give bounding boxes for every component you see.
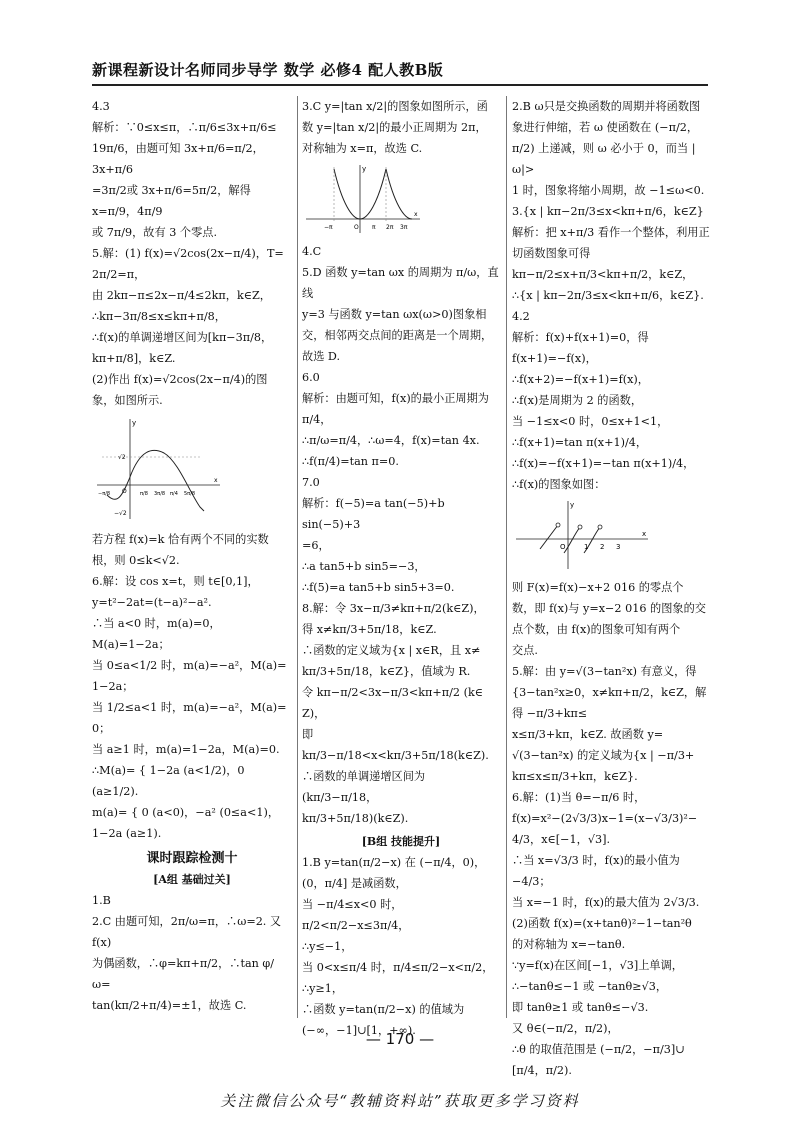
graph2-label: y	[362, 165, 367, 173]
text-line: 解析：把 x+π/3 看作一个整体，利用正	[512, 226, 710, 239]
text-line: ∵y=f(x)在区间[−1，√3]上单调，	[512, 959, 683, 972]
text-line: 解析：由题可知，f(x)的最小正周期为	[302, 392, 489, 405]
text-line: 交点.	[512, 644, 538, 657]
text-line: y=3 与函数 y=tan ωx(ω>0)图象相	[302, 308, 487, 321]
periodic-tan-graph	[512, 499, 652, 571]
text-line: 4/3，x∈[−1，√3].	[512, 833, 610, 846]
text-line: ∴−tanθ≤−1 或 −tanθ≥√3，	[512, 980, 668, 993]
text-line: 1 时，图象将缩小周期，故 −1≤ω<0.	[512, 184, 705, 197]
text-line: 1.B	[92, 894, 111, 907]
text-line: 或 7π/9，故有 3 个零点.	[92, 226, 218, 239]
text-line: 解析：f(−5)=a tan(−5)+b sin(−5)+3	[302, 497, 445, 531]
text-line: ∴a tan5+b sin5=−3，	[302, 560, 426, 573]
text-line: 4.3	[92, 100, 110, 113]
text-line: ∴f(x)是周期为 2 的函数，	[512, 394, 643, 407]
text-line: 5.D 函数 y=tan ωx 的周期为 π/ω，直线	[302, 266, 499, 300]
text-line: ∴{x | kπ−2π/3≤x<kπ+π/6，k∈Z}.	[512, 289, 704, 302]
text-line: 当 1/2≤a<1 时，m(a)=−a²，M(a)=	[92, 701, 287, 714]
text-line: ∴f(x)=−f(x+1)=−tan π(x+1)/4，	[512, 457, 695, 470]
column-divider	[506, 96, 507, 1018]
text-line: Z)，	[302, 707, 326, 720]
graph1-label: y	[132, 419, 137, 427]
graph2-label: O	[354, 224, 359, 231]
graph1-label: 3π/8	[154, 491, 166, 497]
graph1-label: −π/8	[98, 491, 111, 497]
tan-abs-graph	[302, 163, 422, 235]
text-line: 当 0≤a<1/2 时，m(a)=−a²，M(a)=	[92, 659, 287, 672]
graph3-label: 1	[584, 543, 589, 551]
text-line: ∴f(x)的单调递增区间为[kπ−3π/8，	[92, 331, 273, 344]
text-line: m(a)= { 0 (a<0)，−a² (0≤a<1)，1−2a (a≥1).	[92, 806, 280, 840]
text-line: ∴f(5)=a tan5+b sin5+3=0.	[302, 581, 455, 594]
graph1-label: √2	[118, 454, 126, 461]
text-line: ∴函数的单调递增区间为(kπ/3−π/18，	[302, 770, 426, 804]
graph2-label: x	[414, 211, 418, 218]
text-line: 为偶函数，∴φ=kπ+π/2，∴tan φ/ω=	[92, 957, 274, 991]
graph1-label: 5π/8	[184, 491, 196, 497]
text-line: 7.0	[302, 476, 320, 489]
cosine-graph	[92, 415, 222, 523]
graph1-label: x	[214, 477, 218, 484]
text-line: =3π/2或 3x+π/6=5π/2，解得 x=π/9，4π/9	[92, 184, 251, 218]
text-line: ∴kπ−3π/8≤x≤kπ+π/8，	[92, 310, 226, 323]
text-line: 对称轴为 x=π，故选 C.	[302, 142, 423, 155]
text-line: 当 −π/4≤x<0 时，π/2<π/2−x≤3π/4，	[302, 898, 410, 932]
text-line: 点个数，由 f(x)的图象可知有两个	[512, 623, 681, 636]
text-line: ∴当 a<0 时，m(a)=0，M(a)=1−2a；	[92, 617, 221, 651]
text-line: 数，即 f(x)与 y=x−2 016 的图象的交	[512, 602, 706, 615]
text-line: ∴f(π/4)=tan π=0.	[302, 455, 399, 468]
text-line: ∴f(x+1)=tan π(x+1)/4，	[512, 436, 648, 449]
text-line: ∴函数的定义域为{x | x∈R，且 x≠	[302, 644, 481, 657]
column-middle	[302, 96, 500, 1041]
text-line: ∴f(x+2)=−f(x+1)=f(x)，	[512, 373, 649, 386]
page-header	[92, 58, 708, 86]
text-line: f(x+1)=−f(x)，	[512, 352, 597, 365]
text-line: 5.解：由 y=√(3−tan²x) 有意义，得	[512, 665, 697, 678]
graph3-label: x	[642, 530, 647, 538]
text-line: (0，π/4] 是减函数，	[302, 877, 407, 890]
text-line: 交，相邻两交点间的距离是一个周期，	[302, 329, 493, 342]
text-line: ∴y≥1，	[302, 982, 344, 995]
text-line: ∴M(a)= { 1−2a (a<1/2)，0 (a≥1/2).	[92, 764, 245, 798]
text-line: 象，如图所示.	[92, 394, 163, 407]
text-line: 2π/2=π，	[92, 268, 146, 281]
text-line: 切函数图象可得	[512, 247, 591, 260]
column-left	[92, 96, 292, 1016]
graph3-label: 3	[616, 543, 621, 551]
column-divider	[297, 96, 298, 1018]
text-line: 即 kπ/3−π/18<x<kπ/3+5π/18(k∈Z).	[302, 728, 489, 762]
text-line: 当 0<x≤π/4 时，π/4≤π/2−x<π/2，	[302, 961, 494, 974]
graph2-label: π	[372, 224, 376, 231]
text-line: kπ+π/8]，k∈Z.	[92, 352, 176, 365]
header-title: 新课程新设计名师同步导学 数学 必修4 配人教B版	[92, 61, 444, 79]
text-line: ∴y≤−1，	[302, 940, 353, 953]
text-line: 1.B y=tan(π/2−x) 在 (−π/4，0)，	[302, 856, 486, 869]
text-line: kπ/3+5π/18，k∈Z}，值域为 R.	[302, 665, 471, 678]
text-line: 则 F(x)=f(x)−x+2 016 的零点个	[512, 581, 684, 594]
text-line: 当 x=−1 时，f(x)的最大值为 2√3/3.	[512, 896, 700, 909]
graph1-label: O	[122, 488, 127, 495]
text-line: 19π/6，由题可知 3x+π/6=π/2，3x+π/6	[92, 142, 264, 176]
text-line: 根，则 0≤k<√2.	[92, 554, 180, 567]
text-line: kπ/3+5π/18)(k∈Z).	[302, 812, 409, 825]
text-line: 解析：∵0≤x≤π，∴π/6≤3x+π/6≤	[92, 121, 277, 134]
text-line: 当 a≥1 时，m(a)=1−2a，M(a)=0.	[92, 743, 280, 756]
graph1-label: π/4	[170, 491, 178, 497]
group-a-title: [A组 基础过关]	[153, 873, 231, 886]
text-line: 6.解：(1)当 θ=−π/6 时，	[512, 791, 646, 804]
text-line: 令 kπ−π/2<3x−π/3<kπ+π/2 (k∈	[302, 686, 484, 699]
graph1-label: −√2	[114, 510, 127, 517]
text-line: kπ−π/2≤x+π/3<kπ+π/2，k∈Z，	[512, 268, 694, 281]
text-line: ∴f(x)的图象如图：	[512, 478, 606, 491]
graph3-label: 2	[600, 543, 605, 551]
text-line: ∴函数 y=tan(π/2−x) 的值域为	[302, 1003, 465, 1016]
text-line: tan(kπ/2+π/4)=±1，故选 C.	[92, 999, 247, 1012]
text-line: 6.解：设 cos x=t，则 t∈[0,1]，	[92, 575, 259, 588]
text-line: 故选 D.	[302, 350, 341, 363]
text-line: 1−2a；	[92, 680, 134, 693]
section-title: 课时跟踪检测十	[146, 851, 238, 866]
text-line: 即 tanθ≥1 或 tanθ≤−√3.	[512, 1001, 649, 1014]
text-line: ∴当 x=√3/3 时，f(x)的最小值为 −4/3；	[512, 854, 680, 888]
text-line: {3−tan²x≥0，x≠kπ+π/2，k∈Z，解得 −π/3+kπ≤	[512, 686, 707, 720]
text-line: 0；	[92, 722, 111, 735]
text-line: (2)函数 f(x)=(x+tanθ)²−1−tan²θ	[512, 917, 692, 930]
text-line: (2)作出 f(x)=√2cos(2x−π/4)的图	[92, 373, 268, 386]
graph3-label: O	[560, 543, 566, 551]
text-line: π/4，	[302, 413, 332, 426]
text-line: 3.{x | kπ−2π/3≤x<kπ+π/6，k∈Z}	[512, 205, 704, 218]
text-line: 的对称轴为 x=−tanθ.	[512, 938, 626, 951]
graph2-label: −π	[324, 224, 333, 231]
text-line: ∴θ 的取值范围是 (−π/2，−π/3]∪	[512, 1043, 685, 1056]
text-line: 6.0	[302, 371, 320, 384]
text-line: 若方程 f(x)=k 恰有两个不同的实数	[92, 533, 269, 546]
text-line: [π/4，π/2).	[512, 1064, 572, 1077]
text-line: 3.C y=|tan x/2|的图象如图所示，函	[302, 100, 488, 113]
group-b-title: [B组 技能提升]	[361, 835, 441, 848]
graph1-label: π/8	[140, 491, 148, 497]
column-right	[512, 96, 712, 1081]
graph2-label: 2π	[386, 224, 394, 231]
text-line: (−∞，−1]∪[1，+∞).	[302, 1024, 416, 1037]
page-number: — 170 —	[365, 1030, 435, 1048]
text-line: π/2) 上递减，则 ω 必小于 0，而当 |ω|>	[512, 142, 696, 176]
text-line: 4.C	[302, 245, 322, 258]
text-line: 象进行伸缩，若 ω 使函数在 (−π/2，	[512, 121, 699, 134]
text-line: 得 x≠kπ/3+5π/18，k∈Z.	[302, 623, 437, 636]
text-line: x≤π/3+kπ，k∈Z. 故函数 y=	[512, 728, 664, 741]
text-line: 8.解：令 3x−π/3≠kπ+π/2(k∈Z)，	[302, 602, 485, 615]
text-line: kπ≤x≤π/3+kπ，k∈Z}.	[512, 770, 638, 783]
graph2-label: 3π	[400, 224, 408, 231]
text-line: 数 y=|tan x/2|的最小正周期为 2π，	[302, 121, 487, 134]
text-line: f(x)=x²−(2√3/3)x−1=(x−√3/3)²−	[512, 812, 698, 825]
text-line: 由 2kπ−π≤2x−π/4≤2kπ，k∈Z，	[92, 289, 271, 302]
text-line: =6，	[302, 539, 330, 552]
text-line: 又 θ∈(−π/2，π/2)，	[512, 1022, 619, 1035]
text-line: √(3−tan²x) 的定义域为{x | −π/3+	[512, 749, 695, 762]
text-line: 5.解：(1) f(x)=√2cos(2x−π/4)，T=	[92, 247, 284, 260]
text-line: 4.2	[512, 310, 530, 323]
text-line: 2.B ω只是交换函数的周期并将函数图	[512, 100, 701, 113]
text-line: 2.C 由题可知，2π/ω=π，∴ω=2. 又 f(x)	[92, 915, 282, 949]
graph3-label: y	[570, 501, 575, 509]
text-line: 解析：f(x)+f(x+1)=0，得	[512, 331, 649, 344]
text-line: y=t²−2at=(t−a)²−a².	[92, 596, 212, 609]
footer-note: 关注微信公众号“教辅资料站”获取更多学习资料	[220, 1092, 580, 1110]
text-line: ∴π/ω=π/4，∴ω=4，f(x)=tan 4x.	[302, 434, 480, 447]
text-line: 当 −1≤x<0 时，0≤x+1<1，	[512, 415, 669, 428]
